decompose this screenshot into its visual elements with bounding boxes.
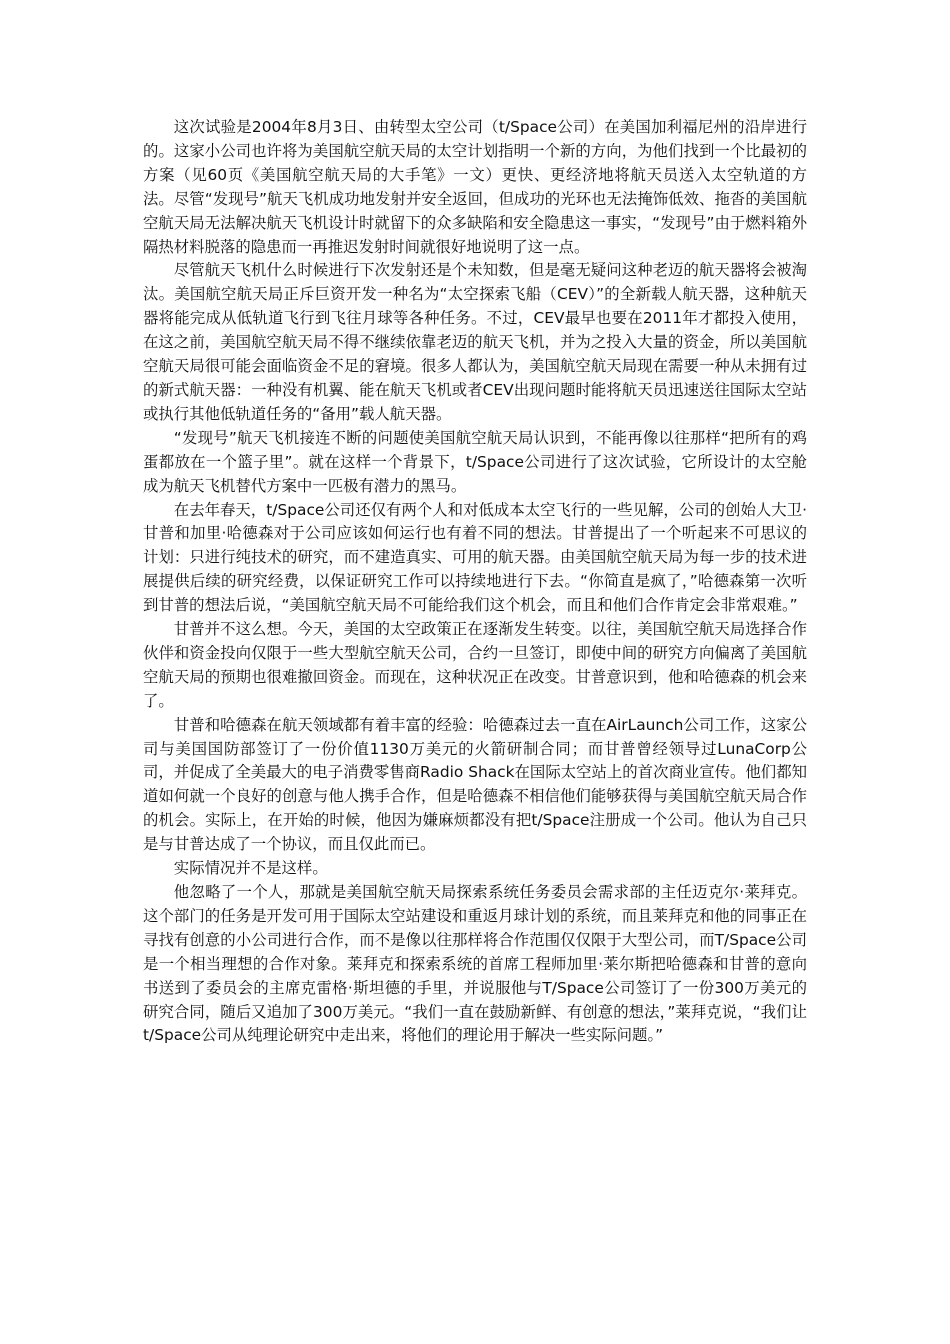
paragraph-3: “发现号”航天飞机接连不断的问题使美国航空航天局认识到，不能再像以往那样“把所有的鸡蛋都放在一个篮子里”。就在这样一个背景下，t/Space公司进行了这次试验，它所设计的太空舱成为航天飞机替代方案中一匹极有潜力的黑马。 (143, 428, 807, 495)
paragraph-2: 尽管航天飞机什么时候进行下次发射还是个未知数，但是毫无疑问这种老迈的航天器将会被淘汰。美国航空航天局正斥巨资开发一种名为“太空探索飞船（CEV）”的全新载人航天器，这种航天器将能完成从低轨道飞行到飞往月球等各种任务。不过，CEV最早也要在2011年才都投入使用，在这之前，美国航空航天局不得不继续依靠老迈的航天飞机，并为之投入大量的资金，所以美国航空航天局很可能会面临资金不足的窘境。很多人都认为，美国航空航天局现在需要一种从未拥有过的新式航天器：一种没有机翼、能在航天飞机或者CEV出现问题时能将航天员迅速送往国际太空站或执行其他低轨道任务的“备用”载人航天器。 (143, 261, 807, 423)
paragraph-4: 在去年春天，t/Space公司还仅有两个人和对低成本太空飞行的一些见解，公司的创始人大卫·甘普和加里·哈德森对于公司应该如何运行也有着不同的想法。甘普提出了一个听起来不可思议的计划：只进行纯技术的研究，而不建造真实、可用的航天器。由美国航空航天局为每一步的技术进展提供后续的研究经费，以保证研究工作可以持续地进行下去。“你简直是疯了，”哈德森第一次听到甘普的想法后说，“美国航空航天局不可能给我们这个机会，而且和他们合作肯定会非常艰难。” (143, 500, 807, 615)
paragraph-6: 甘普和哈德森在航天领域都有着丰富的经验：哈德森过去一直在AirLaunch公司工作，这家公司与美国国防部签订了一份价值1130万美元的火箭研制合同；而甘普曾经领导过LunaCorp公司，并促成了全美最大的电子消费零售商Radio Shack在国际太空站上的首次商业宣传。他们都知道如何就一个良好的创意与他人携手合作，但是哈德森不相信他们能够获得与美国航空航天局合作的机会。实际上，在开始的时候，他因为嫌麻烦都没有把t/Space注册成一个公司。他认为自己只是与甘普达成了一个协议，而且仅此而已。 (143, 715, 807, 854)
paragraph-8: 他忽略了一个人，那就是美国航空航天局探索系统任务委员会需求部的主任迈克尔·莱拜克。这个部门的任务是开发可用于国际太空站建设和重返月球计划的系统，而且莱拜克和他的同事正在寻找有创意的小公司进行合作，而不是像以往那样将合作范围仅仅限于大型公司，而T/Space公司是一个相当理想的合作对象。莱拜克和探索系统的首席工程师加里·莱尔斯把哈德森和甘普的意向书送到了委员会的主席克雷格·斯坦德的手里，并说服他与T/Space公司签订了一份300万美元的研究合同，随后又追加了300万美元。“我们一直在鼓励新鲜、有创意的想法，”莱拜克说，“我们让t/Space公司从纯理论研究中走出来，将他们的理论用于解决一些实际问题。” (143, 883, 807, 1045)
paragraph-1: 这次试验是2004年8月3日、由转型太空公司（t/Space公司）在美国加利福尼州的沿岸进行的。这家小公司也许将为美国航空航天局的太空计划指明一个新的方向，为他们找到一个比最初的方案（见60页《美国航空航天局的大手笔》一文）更快、更经济地将航天员送入太空轨道的方法。尽管“发现号”航天飞机成功地发射并安全返回，但成功的光环也无法掩饰低效、拖沓的美国航空航天局无法解决航天飞机设计时就留下的众多缺陷和安全隐患这一事实，“发现号”由于燃料箱外隔热材料脱落的隐患而一再推迟发射时间就很好地说明了这一点。 (143, 118, 807, 256)
paragraph-7: 实际情况并不是这样。 (173, 859, 328, 878)
document-body (143, 116, 807, 1048)
paragraph-5: 甘普并不这么想。今天，美国的太空政策正在逐渐发生转变。以往，美国航空航天局选择合作伙伴和资金投向仅限于一些大型航空航天公司，合约一旦签订，即使中间的研究方向偏离了美国航空航天局的预期也很难撤回资金。而现在，这种状况正在改变。甘普意识到，他和哈德森的机会来了。 (143, 620, 807, 710)
